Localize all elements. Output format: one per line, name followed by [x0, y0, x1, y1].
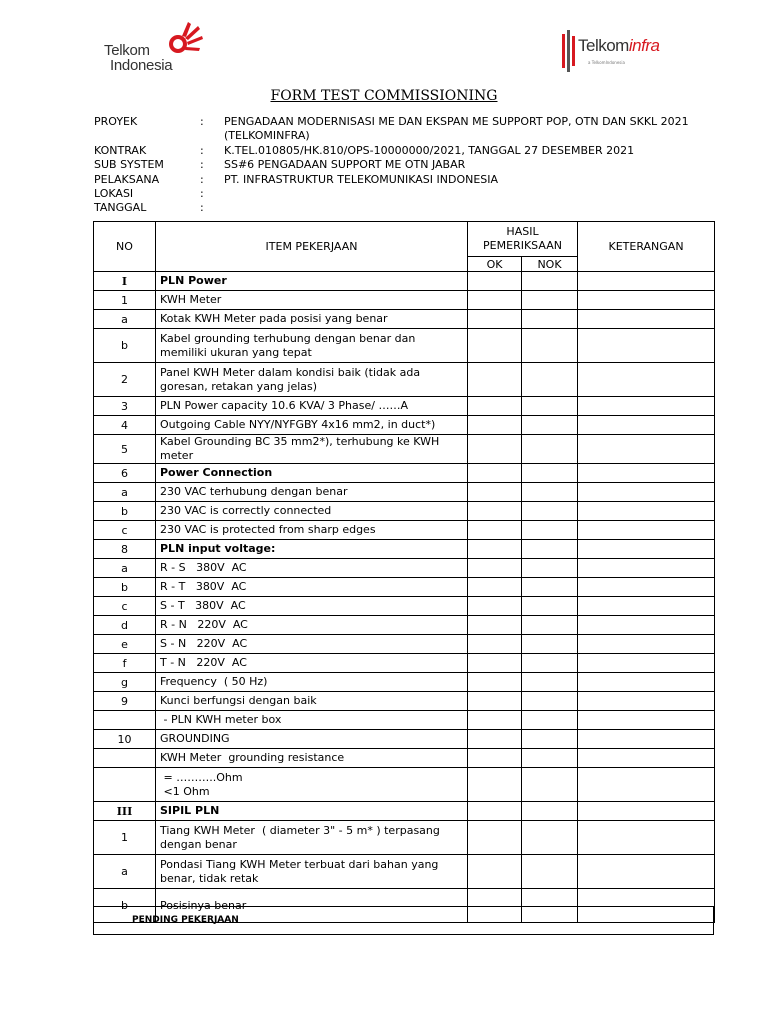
logo-left-line1: Telkom [104, 42, 150, 59]
ok-cell [468, 502, 522, 521]
info-label: PELAKSANA [94, 172, 160, 186]
row-item: KWH Meter [156, 291, 468, 310]
row-number: b [94, 889, 156, 923]
row-number: a [94, 483, 156, 502]
keterangan-cell [578, 363, 715, 397]
header-nok: NOK [522, 257, 578, 272]
keterangan-cell [578, 272, 715, 291]
row-number: a [94, 310, 156, 329]
row-item: - PLN KWH meter box [156, 711, 468, 730]
keterangan-cell [578, 502, 715, 521]
keterangan-cell [578, 540, 715, 559]
header-keterangan: KETERANGAN [578, 222, 715, 272]
keterangan-cell [578, 730, 715, 749]
table-row [94, 502, 715, 521]
nok-cell [522, 597, 578, 616]
row-number: b [94, 329, 156, 363]
row-item: S - T 380V AC [156, 597, 468, 616]
row-number: b [94, 578, 156, 597]
row-item: Frequency ( 50 Hz) [156, 673, 468, 692]
nok-cell [522, 363, 578, 397]
table-row [94, 435, 715, 464]
info-value [224, 201, 716, 215]
row-number [94, 768, 156, 802]
keterangan-cell [578, 855, 715, 889]
table-row [94, 559, 715, 578]
row-number: e [94, 635, 156, 654]
ok-cell [468, 692, 522, 711]
telkom-hand-icon [168, 20, 212, 60]
ok-cell [468, 521, 522, 540]
header-hasil: HASIL PEMERIKSAAN [468, 222, 578, 257]
ok-cell [468, 291, 522, 310]
keterangan-cell [578, 578, 715, 597]
row-item: PLN Power [156, 272, 468, 291]
row-number: III [94, 802, 156, 821]
row-item: GROUNDING [156, 730, 468, 749]
telkom-indonesia-logo [104, 20, 216, 78]
row-number: c [94, 597, 156, 616]
row-item: Kabel Grounding BC 35 mm2*), terhubung ke KWH meter [156, 435, 468, 464]
row-item: Posisinya benar [156, 889, 468, 923]
ok-cell [468, 435, 522, 464]
commissioning-table [93, 221, 715, 923]
row-number: 1 [94, 821, 156, 855]
row-number [94, 711, 156, 730]
project-info [94, 115, 716, 216]
table-row [94, 464, 715, 483]
info-colon: : [200, 158, 204, 172]
table-row [94, 329, 715, 363]
table-row [94, 616, 715, 635]
nok-cell [522, 749, 578, 768]
telkominfra-logo [560, 28, 670, 78]
nok-cell [522, 310, 578, 329]
ok-cell [468, 749, 522, 768]
ok-cell [468, 483, 522, 502]
row-number: 5 [94, 435, 156, 464]
ok-cell [468, 397, 522, 416]
ok-cell [468, 559, 522, 578]
info-label: SUB SYSTEM [94, 158, 164, 172]
keterangan-cell [578, 749, 715, 768]
row-item: Kabel grounding terhubung dengan benar dan memiliki ukuran yang tepat [156, 329, 468, 363]
info-colon: : [200, 143, 204, 157]
keterangan-cell [578, 310, 715, 329]
nok-cell [522, 616, 578, 635]
keterangan-cell [578, 521, 715, 540]
row-item: = ………..Ohm <1 Ohm [156, 768, 468, 802]
info-row [94, 187, 716, 201]
keterangan-cell [578, 483, 715, 502]
nok-cell [522, 635, 578, 654]
keterangan-cell [578, 616, 715, 635]
row-number: 1 [94, 291, 156, 310]
nok-cell [522, 711, 578, 730]
form-title: FORM TEST COMMISSIONING [270, 88, 498, 104]
table-row [94, 416, 715, 435]
nok-cell [522, 397, 578, 416]
row-item: R - N 220V AC [156, 616, 468, 635]
keterangan-cell [578, 291, 715, 310]
nok-cell [522, 540, 578, 559]
telkominfra-mark-icon [560, 28, 580, 74]
ok-cell [468, 310, 522, 329]
info-row [94, 173, 716, 187]
ok-cell [468, 578, 522, 597]
keterangan-cell [578, 464, 715, 483]
header-no: NO [94, 222, 156, 272]
nok-cell [522, 483, 578, 502]
table-row [94, 673, 715, 692]
row-number: c [94, 521, 156, 540]
header-item: ITEM PEKERJAAN [156, 222, 468, 272]
info-label: TANGGAL [94, 201, 147, 215]
nok-cell [522, 692, 578, 711]
logo-left-line2: Indonesia [110, 57, 173, 74]
table-row [94, 802, 715, 821]
table-row [94, 540, 715, 559]
keterangan-cell [578, 597, 715, 616]
ok-cell [468, 768, 522, 802]
row-item: Tiang KWH Meter ( diameter 3" - 5 m* ) terpasang dengan benar [156, 821, 468, 855]
row-item: PLN input voltage: [156, 540, 468, 559]
table-row [94, 397, 715, 416]
row-number: 10 [94, 730, 156, 749]
row-number: 8 [94, 540, 156, 559]
keterangan-cell [578, 416, 715, 435]
info-label: PROYEK [94, 115, 138, 128]
nok-cell [522, 502, 578, 521]
info-row [94, 158, 716, 172]
ok-cell [468, 597, 522, 616]
row-number: a [94, 855, 156, 889]
keterangan-cell [578, 329, 715, 363]
keterangan-cell [578, 711, 715, 730]
ok-cell [468, 464, 522, 483]
row-item: Power Connection [156, 464, 468, 483]
info-colon: : [200, 201, 204, 215]
row-item: Panel KWH Meter dalam kondisi baik (tidak ada goresan, retakan yang jelas) [156, 363, 468, 397]
table-row [94, 597, 715, 616]
row-item: 230 VAC terhubung dengan benar [156, 483, 468, 502]
table-row [94, 578, 715, 597]
ok-cell [468, 855, 522, 889]
row-item: Kotak KWH Meter pada posisi yang benar [156, 310, 468, 329]
ok-cell [468, 540, 522, 559]
row-item: KWH Meter grounding resistance [156, 749, 468, 768]
table-row [94, 692, 715, 711]
table-row [94, 363, 715, 397]
table-row [94, 272, 715, 291]
keterangan-cell [578, 768, 715, 802]
keterangan-cell [578, 802, 715, 821]
nok-cell [522, 559, 578, 578]
table-row [94, 654, 715, 673]
ok-cell [468, 654, 522, 673]
info-label: LOKASI [94, 187, 134, 201]
nok-cell [522, 802, 578, 821]
nok-cell [522, 291, 578, 310]
pending-label: PENDING PEKERJAAN [132, 915, 239, 925]
table-row [94, 521, 715, 540]
table-row [94, 635, 715, 654]
logo-right-brand: Telkominfra [578, 36, 660, 55]
info-row [94, 144, 716, 158]
row-item: PLN Power capacity 10.6 KVA/ 3 Phase/ ……A [156, 397, 468, 416]
keterangan-cell [578, 821, 715, 855]
info-colon: : [200, 187, 204, 201]
ok-cell [468, 673, 522, 692]
row-item: Outgoing Cable NYY/NYFGBY 4x16 mm2, in duct*) [156, 416, 468, 435]
ok-cell [468, 272, 522, 291]
table-row [94, 730, 715, 749]
nok-cell [522, 329, 578, 363]
ok-cell [468, 416, 522, 435]
info-colon: : [200, 115, 204, 128]
table-row [94, 483, 715, 502]
table-row [94, 768, 715, 802]
nok-cell [522, 654, 578, 673]
header-ok: OK [468, 257, 522, 272]
row-number: g [94, 673, 156, 692]
row-number [94, 749, 156, 768]
nok-cell [522, 416, 578, 435]
row-number: 4 [94, 416, 156, 435]
info-value [224, 187, 716, 201]
row-item: T - N 220V AC [156, 654, 468, 673]
keterangan-cell [578, 397, 715, 416]
row-number: 2 [94, 363, 156, 397]
ok-cell [468, 711, 522, 730]
nok-cell [522, 855, 578, 889]
table-row [94, 749, 715, 768]
ok-cell [468, 821, 522, 855]
row-item: SIPIL PLN [156, 802, 468, 821]
ok-cell [468, 730, 522, 749]
pending-pekerjaan-box [93, 906, 714, 935]
keterangan-cell [578, 435, 715, 464]
nok-cell [522, 578, 578, 597]
row-number: 6 [94, 464, 156, 483]
row-number: 9 [94, 692, 156, 711]
info-label: KONTRAK [94, 143, 147, 157]
row-item: 230 VAC is correctly connected [156, 502, 468, 521]
ok-cell [468, 802, 522, 821]
nok-cell [522, 435, 578, 464]
nok-cell [522, 730, 578, 749]
table-row [94, 310, 715, 329]
row-item: R - T 380V AC [156, 578, 468, 597]
nok-cell [522, 768, 578, 802]
nok-cell [522, 272, 578, 291]
ok-cell [468, 635, 522, 654]
row-item: Pondasi Tiang KWH Meter terbuat dari bahan yang benar, tidak retak [156, 855, 468, 889]
row-number: a [94, 559, 156, 578]
ok-cell [468, 616, 522, 635]
info-colon: : [200, 172, 204, 186]
nok-cell [522, 464, 578, 483]
info-value: PT. INFRASTRUKTUR TELEKOMUNIKASI INDONESIA [224, 172, 499, 186]
row-number: 3 [94, 397, 156, 416]
row-item: R - S 380V AC [156, 559, 468, 578]
info-value: SS#6 PENGADAAN SUPPORT ME OTN JABAR [224, 158, 466, 172]
table-row [94, 711, 715, 730]
row-number: b [94, 502, 156, 521]
keterangan-cell [578, 635, 715, 654]
ok-cell [468, 363, 522, 397]
nok-cell [522, 521, 578, 540]
row-item: Kunci berfungsi dengan baik [156, 692, 468, 711]
info-row [94, 115, 716, 144]
info-value: K.TEL.010805/HK.810/OPS-10000000/2021, TANGGAL 27 DESEMBER 2021 [224, 143, 635, 157]
info-row [94, 201, 716, 215]
table-row [94, 291, 715, 310]
row-number: f [94, 654, 156, 673]
nok-cell [522, 673, 578, 692]
logo-right-tag: a TelkomIndonesia [588, 60, 625, 65]
row-item: 230 VAC is protected from sharp edges [156, 521, 468, 540]
table-row [94, 855, 715, 889]
row-number: d [94, 616, 156, 635]
keterangan-cell [578, 559, 715, 578]
row-item: S - N 220V AC [156, 635, 468, 654]
info-value: PENGADAAN MODERNISASI ME DAN EKSPAN ME SUPPORT POP, OTN DAN SKKL 2021 (TELKOMINFRA) [224, 115, 689, 143]
keterangan-cell [578, 692, 715, 711]
nok-cell [522, 821, 578, 855]
keterangan-cell [578, 654, 715, 673]
row-number: I [94, 272, 156, 291]
table-row [94, 821, 715, 855]
ok-cell [468, 329, 522, 363]
keterangan-cell [578, 673, 715, 692]
